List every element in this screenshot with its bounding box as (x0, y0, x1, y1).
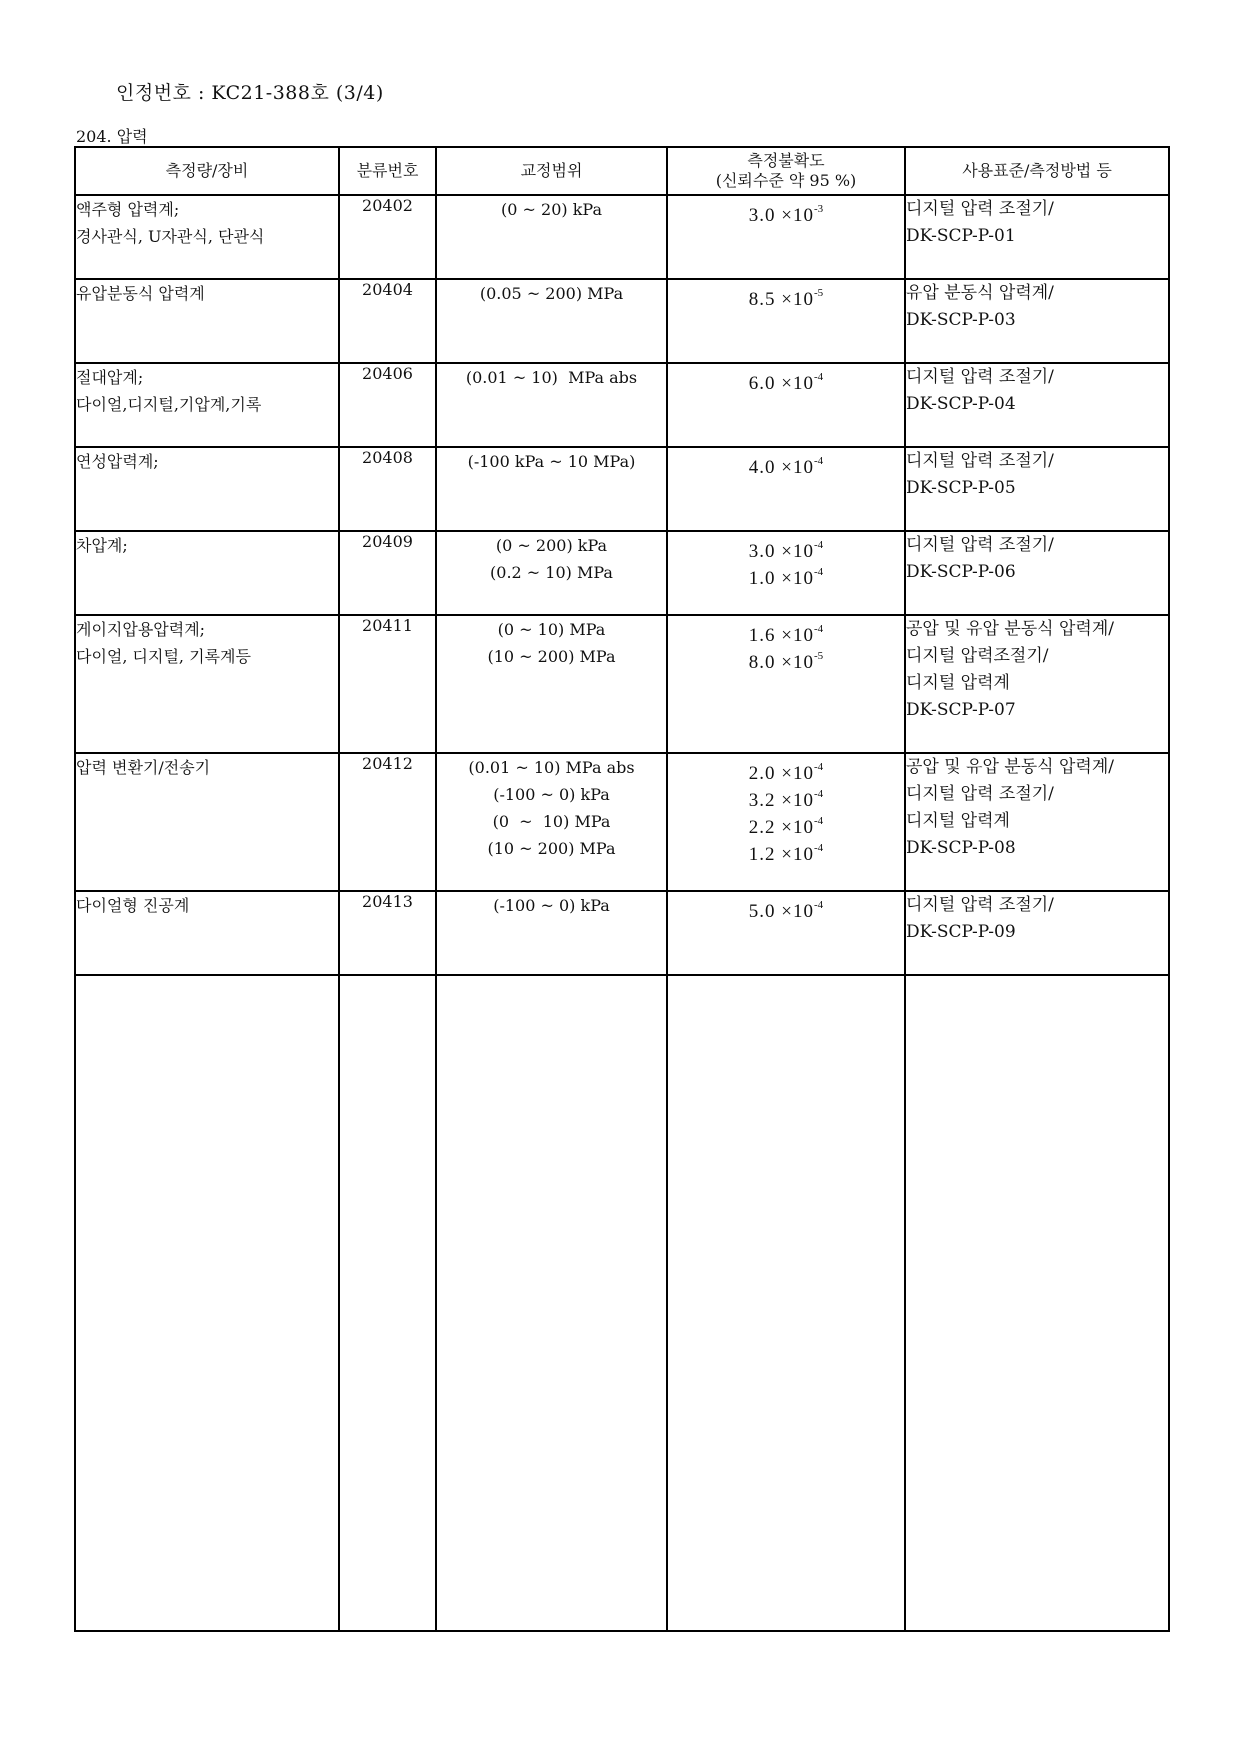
uncertainty-cell (667, 279, 905, 363)
equipment-text: 다이얼,디지털,기압계,기록 (76, 395, 262, 414)
uncertainty-mantissa: 4.0 ×10 (748, 457, 815, 478)
class-number-cell (339, 753, 436, 891)
range-cell (436, 195, 667, 279)
range-value: (0.01 ~ 10) MPa abs (468, 758, 635, 777)
range-cell (436, 753, 667, 891)
method-text: 디지털 압력 조절기/ (906, 535, 1054, 555)
class-number: 20408 (362, 448, 413, 467)
method-cell (905, 891, 1169, 975)
method-text: 디지털 압력계 (906, 811, 1010, 831)
uncertainty-mantissa: 3.0 ×10 (748, 205, 815, 226)
table-row (75, 615, 1169, 753)
method-text: 디지털 압력조절기/ (906, 646, 1049, 666)
method-text: DK-SCP-P-01 (906, 226, 1016, 246)
table-row (75, 753, 1169, 891)
class-number: 20411 (362, 616, 413, 635)
method-cell (905, 363, 1169, 447)
class-number-cell (339, 615, 436, 753)
uncertainty-cell (667, 615, 905, 753)
empty-cell (667, 975, 905, 1631)
uncertainty-value (668, 559, 904, 589)
equipment-cell (75, 753, 339, 891)
method-text: 디지털 압력 조절기/ (906, 199, 1054, 219)
uncertainty-cell (667, 753, 905, 891)
empty-cell (436, 975, 667, 1631)
table-row (75, 447, 1169, 531)
table-row (75, 891, 1169, 975)
class-number: 20412 (362, 754, 413, 773)
class-number-cell (339, 891, 436, 975)
col-header-method: 사용표준/측정방법 등 (905, 147, 1169, 195)
method-text: 디지털 압력계 (906, 673, 1010, 693)
col-header-uncertainty (667, 147, 905, 195)
method-text: DK-SCP-P-06 (906, 562, 1016, 582)
range-value: (10 ~ 200) MPa (487, 839, 616, 858)
method-text: DK-SCP-P-04 (906, 394, 1016, 414)
range-cell (436, 447, 667, 531)
method-text: DK-SCP-P-05 (906, 478, 1016, 498)
range-value: (-100 ~ 0) kPa (493, 896, 610, 915)
table-row (75, 363, 1169, 447)
method-text: DK-SCP-P-08 (906, 838, 1016, 858)
uncertainty-exponent: -4 (814, 788, 824, 800)
uncertainty-cell (667, 531, 905, 615)
empty-table-row (75, 975, 1169, 1631)
uncertainty-exponent: -5 (814, 287, 824, 299)
uncertainty-mantissa: 5.0 ×10 (748, 901, 815, 922)
equipment-cell (75, 195, 339, 279)
col-header-class-no: 분류번호 (339, 147, 436, 195)
uncertainty-exponent: -4 (814, 539, 824, 551)
uncertainty-mantissa: 8.5 ×10 (748, 289, 815, 310)
equipment-text: 압력 변환기/전송기 (76, 758, 211, 777)
class-number-cell (339, 363, 436, 447)
method-text: DK-SCP-P-07 (906, 700, 1016, 720)
equipment-text: 절대압계; (76, 368, 144, 387)
class-number-cell (339, 279, 436, 363)
method-text: 디지털 압력 조절기/ (906, 367, 1054, 387)
uncertainty-mantissa: 1.2 ×10 (748, 844, 815, 865)
range-value: (10 ~ 200) MPa (487, 647, 616, 666)
uncertainty-value (668, 616, 904, 646)
range-value: (0 ~ 20) kPa (501, 200, 602, 219)
uncertainty-value (668, 532, 904, 562)
uncertainty-mantissa: 8.0 ×10 (748, 652, 815, 673)
uncertainty-exponent: -4 (814, 371, 824, 383)
uncertainty-value (668, 448, 904, 478)
range-value: (0.01 ~ 10) MPa abs (465, 368, 638, 387)
class-number: 20404 (362, 280, 413, 299)
class-number-cell (339, 531, 436, 615)
section-title: 204. 압력 (76, 127, 148, 146)
uncertainty-mantissa: 2.2 ×10 (748, 817, 815, 838)
uncertainty-exponent: -4 (814, 455, 824, 467)
equipment-cell (75, 531, 339, 615)
class-number-cell (339, 195, 436, 279)
certificate-number: 인정번호 : KC21-388호 (3/4) (116, 82, 384, 104)
method-text: DK-SCP-P-09 (906, 922, 1016, 942)
uncertainty-cell (667, 195, 905, 279)
empty-cell (905, 975, 1169, 1631)
range-value: (0.05 ~ 200) MPa (479, 284, 624, 303)
uncertainty-value (668, 781, 904, 811)
method-cell (905, 447, 1169, 531)
col-header-range: 교정범위 (436, 147, 667, 195)
uncertainty-exponent: -4 (814, 899, 824, 911)
equipment-text: 액주형 압력계; (76, 200, 180, 219)
equipment-text: 차압계; (76, 536, 128, 555)
uncertainty-mantissa: 3.0 ×10 (748, 541, 815, 562)
method-text: 유압 분동식 압력계/ (906, 283, 1054, 303)
method-cell (905, 753, 1169, 891)
range-cell (436, 363, 667, 447)
method-cell (905, 279, 1169, 363)
uncertainty-exponent: -5 (814, 650, 824, 662)
table-row (75, 531, 1169, 615)
equipment-text: 경사관식, U자관식, 단관식 (76, 227, 265, 246)
uncertainty-value (668, 892, 904, 922)
range-cell (436, 279, 667, 363)
uncertainty-header-line2: (신뢰수준 약 95 %) (715, 171, 857, 190)
range-value: (0 ~ 10) MPa (492, 812, 611, 831)
method-text: DK-SCP-P-03 (906, 310, 1016, 330)
range-value: (0 ~ 10) MPa (497, 620, 606, 639)
table-row (75, 195, 1169, 279)
table-body (75, 195, 1169, 1631)
uncertainty-mantissa: 1.6 ×10 (748, 625, 815, 646)
uncertainty-value (668, 364, 904, 394)
range-value: (-100 kPa ~ 10 MPa) (467, 452, 636, 471)
range-value: (0 ~ 200) kPa (495, 536, 608, 555)
col-header-equipment: 측정량/장비 (75, 147, 339, 195)
uncertainty-value (668, 643, 904, 673)
equipment-cell (75, 891, 339, 975)
uncertainty-value (668, 835, 904, 865)
range-cell (436, 531, 667, 615)
uncertainty-mantissa: 2.0 ×10 (748, 763, 815, 784)
equipment-cell (75, 447, 339, 531)
equipment-text: 유압분동식 압력계 (76, 284, 205, 303)
range-value: (-100 ~ 0) kPa (493, 785, 610, 804)
class-number: 20409 (362, 532, 413, 551)
method-text: 디지털 압력 조절기/ (906, 895, 1054, 915)
uncertainty-cell (667, 447, 905, 531)
uncertainty-cell (667, 363, 905, 447)
uncertainty-value (668, 754, 904, 784)
uncertainty-exponent: -3 (814, 203, 824, 215)
uncertainty-mantissa: 6.0 ×10 (748, 373, 815, 394)
equipment-cell (75, 615, 339, 753)
table-header-row (75, 147, 1169, 195)
uncertainty-mantissa: 3.2 ×10 (748, 790, 815, 811)
method-cell (905, 195, 1169, 279)
method-text: 디지털 압력 조절기/ (906, 451, 1054, 471)
uncertainty-mantissa: 1.0 ×10 (748, 568, 815, 589)
range-cell (436, 615, 667, 753)
equipment-text: 게이지압용압력계; (76, 620, 206, 639)
uncertainty-value (668, 280, 904, 310)
method-text: 디지털 압력 조절기/ (906, 784, 1054, 804)
uncertainty-cell (667, 891, 905, 975)
uncertainty-value (668, 196, 904, 226)
equipment-cell (75, 279, 339, 363)
uncertainty-exponent: -4 (814, 566, 824, 578)
method-cell (905, 615, 1169, 753)
range-cell (436, 891, 667, 975)
empty-cell (75, 975, 339, 1631)
uncertainty-exponent: -4 (814, 842, 824, 854)
uncertainty-exponent: -4 (814, 623, 824, 635)
calibration-scope-table (74, 146, 1170, 1632)
class-number: 20413 (362, 892, 413, 911)
equipment-text: 연성압력계; (76, 452, 159, 471)
table-row (75, 279, 1169, 363)
class-number: 20406 (362, 364, 413, 383)
method-text: 공압 및 유압 분동식 압력계/ (906, 757, 1114, 777)
range-value: (0.2 ~ 10) MPa (490, 563, 613, 582)
uncertainty-header-line1: 측정불확도 (747, 151, 825, 170)
method-cell (905, 531, 1169, 615)
class-number: 20402 (362, 196, 413, 215)
uncertainty-exponent: -4 (814, 761, 824, 773)
class-number-cell (339, 447, 436, 531)
uncertainty-exponent: -4 (814, 815, 824, 827)
method-text: 공압 및 유압 분동식 압력계/ (906, 619, 1114, 639)
uncertainty-value (668, 808, 904, 838)
equipment-text: 다이얼, 디지털, 기록계등 (76, 647, 251, 666)
equipment-text: 다이얼형 진공계 (76, 896, 190, 915)
equipment-cell (75, 363, 339, 447)
empty-cell (339, 975, 436, 1631)
